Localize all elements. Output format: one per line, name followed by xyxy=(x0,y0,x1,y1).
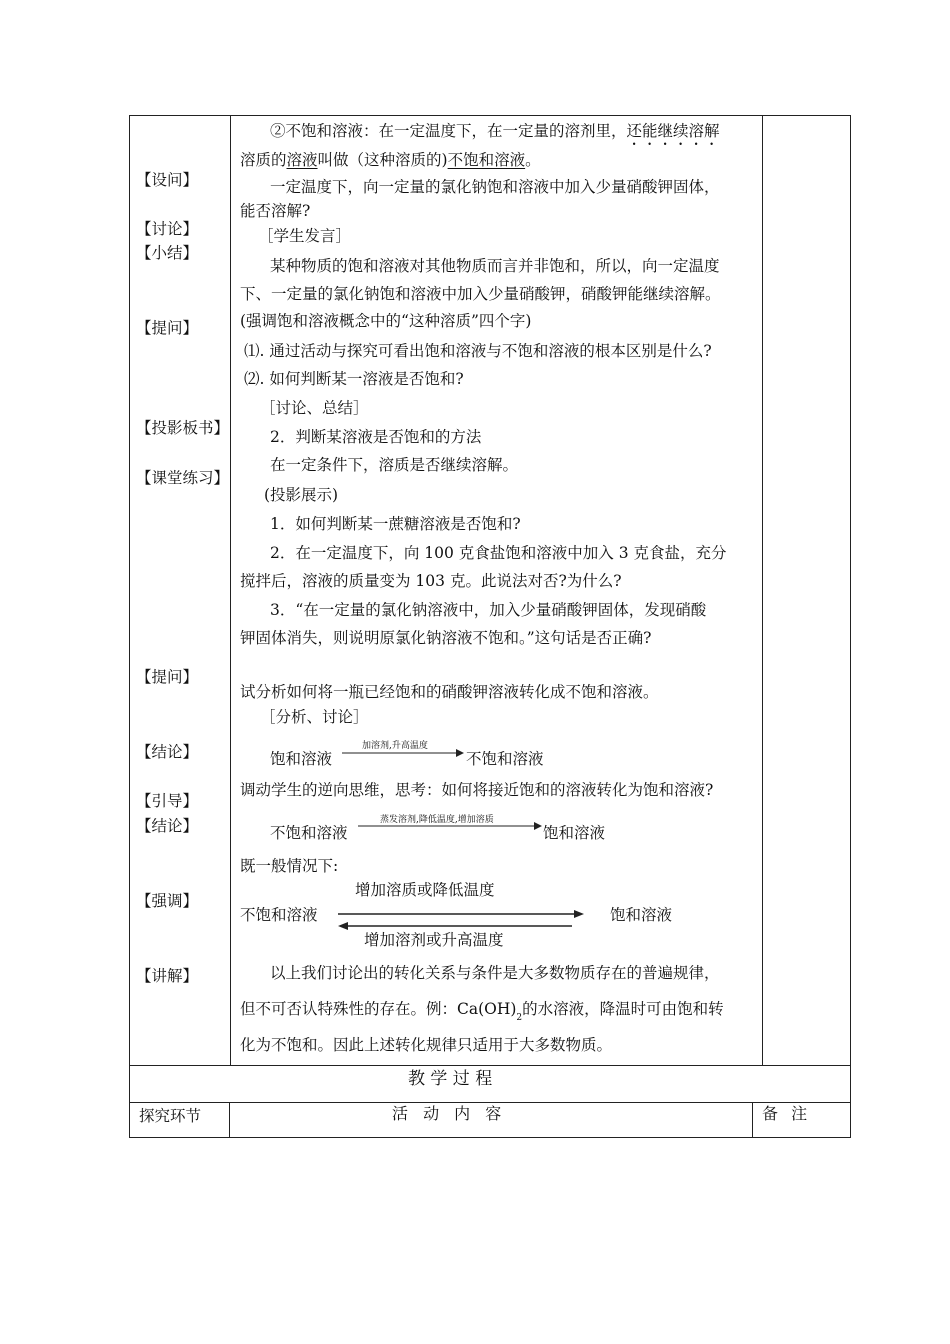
label-jielun-2: 【结论】 xyxy=(136,817,199,835)
definition-text-e: 叫做（这种溶质的) xyxy=(317,151,448,169)
explain-line-1: 以上我们讨论出的转化关系与条件是大多数物质存在的普遍规律， xyxy=(270,964,720,982)
exercise-3-line-2: 钾固体消失，则说明原氯化钠溶液不饱和。”这句话是否正确? xyxy=(240,629,652,647)
label-yindao: 【引导】 xyxy=(136,792,199,810)
ask-item-2: ⑵. 如何判断某一溶液是否饱和? xyxy=(244,370,464,388)
reversible-right: 饱和溶液 xyxy=(610,906,673,924)
conclusion-2-right: 饱和溶液 xyxy=(543,824,606,842)
guide-text: 调动学生的逆向思维，思考：如何将接近饱和的溶液转化为饱和溶液? xyxy=(240,781,714,799)
table-border-right xyxy=(850,115,851,1138)
label-tiwen-2: 【提问】 xyxy=(136,668,199,686)
conclusion-2-left: 不饱和溶液 xyxy=(270,824,348,842)
label-ketang-lianxi: 【课堂练习】 xyxy=(136,469,230,487)
definition-line-2 xyxy=(240,150,541,170)
exercise-3-line-1: 3．“在一定量的氯化钠溶液中，加入少量硝酸钾固体，发现硝酸 xyxy=(270,601,707,619)
exercise-2-line-2: 搅拌后，溶液的质量变为 103 克。此说法对否?为什么? xyxy=(240,572,622,590)
header-col-divider-2 xyxy=(752,1102,753,1138)
conclusion-1-left: 饱和溶液 xyxy=(270,750,333,768)
header-col-1: 探究环节 xyxy=(139,1107,202,1125)
label-shewen: 【设问】 xyxy=(136,171,199,189)
conclusion-1-arrow xyxy=(342,748,464,758)
exercise-1: 1．如何判断某一蔗糖溶液是否饱和? xyxy=(270,515,521,533)
student-speak: ［学生发言］ xyxy=(258,227,352,245)
definition-underline-solution: 溶液 xyxy=(286,151,318,169)
ask-item-1: ⑴. 通过活动与探究可看出饱和溶液与不饱和溶液的根本区别是什么? xyxy=(244,342,712,360)
projection-note: (投影展示) xyxy=(264,486,339,504)
row-divider-2 xyxy=(129,1102,851,1103)
label-jiangjie: 【讲解】 xyxy=(136,967,199,985)
summary-line-2: 下、一定量的氯化钠饱和溶液中加入少量硝酸钾，硝酸钾能继续溶解。 xyxy=(240,285,721,303)
reversible-bottom-label: 增加溶剂或升高温度 xyxy=(364,931,504,949)
label-jielun-1: 【结论】 xyxy=(136,743,199,761)
explain-line-3: 化为不饱和。因此上述转化规律只适用于大多数物质。 xyxy=(240,1036,613,1054)
label-qiangdiao: 【强调】 xyxy=(136,892,199,910)
general-case: 既一般情况下: xyxy=(240,857,339,875)
explain-line-2-b: 的水溶液，降温时可由饱和转 xyxy=(522,1000,724,1018)
conclusion-2-arrow xyxy=(358,821,542,831)
process-title: 教 学 过 程 xyxy=(408,1069,493,1089)
row-divider-1 xyxy=(129,1065,851,1066)
table-border-left xyxy=(129,115,130,1138)
discuss-summary: ［讨论、总结］ xyxy=(260,399,369,417)
label-xiaojie: 【小结】 xyxy=(136,244,199,262)
definition-underline-term: 不饱和溶液 xyxy=(447,151,526,169)
reversible-top-label: 增加溶质或降低温度 xyxy=(355,881,495,899)
definition-text-a: ②不饱和溶液：在一定温度下，在一定量的溶剂里， xyxy=(270,122,627,140)
conclusion-2-arrow-label: 蒸发溶剂,降低温度,增加溶质 xyxy=(380,815,494,825)
explain-line-2 xyxy=(240,999,724,1022)
method-body: 在一定条件下，溶质是否继续溶解。 xyxy=(270,456,519,474)
label-touying-banshu: 【投影板书】 xyxy=(136,419,230,437)
question-line-2: 能否溶解? xyxy=(240,202,311,220)
header-col-3: 备 注 xyxy=(762,1104,808,1123)
summary-line-1: 某种物质的饱和溶液对其他物质而言并非饱和，所以，向一定温度 xyxy=(270,257,720,275)
label-tiwen-1: 【提问】 xyxy=(136,319,199,337)
header-col-divider-1 xyxy=(229,1102,230,1138)
exercise-2-line-1: 2．在一定温度下，向 100 克食盐饱和溶液中加入 3 克食盐，充分 xyxy=(270,544,727,562)
analyze-discuss: ［分析、讨论］ xyxy=(260,708,369,726)
col-divider-1 xyxy=(230,115,231,1065)
explain-line-2-a: 但不可否认特殊性的存在。例：Ca(OH) xyxy=(240,1000,517,1018)
label-taolun: 【讨论】 xyxy=(136,220,199,238)
table-border-bottom xyxy=(129,1137,851,1138)
table-border-top xyxy=(129,115,851,116)
summary-line-3: (强调饱和溶液概念中的“这种溶质”四个字) xyxy=(240,312,532,330)
method-title: 2．判断某溶液是否饱和的方法 xyxy=(270,428,482,446)
col-divider-2 xyxy=(762,115,763,1065)
analyze-question: 试分析如何将一瓶已经饱和的硝酸钾溶液转化成不饱和溶液。 xyxy=(240,683,659,701)
reversible-forward-arrow xyxy=(338,909,584,919)
conclusion-1-right: 不饱和溶液 xyxy=(466,750,544,768)
question-line-1: 一定温度下，向一定量的氯化钠饱和溶液中加入少量硝酸钾固体， xyxy=(270,178,720,196)
header-col-2: 活 动 内 容 xyxy=(392,1104,502,1123)
definition-line-1 xyxy=(270,121,720,149)
definition-text-g: 。 xyxy=(525,151,541,169)
explain-subscript: 2 xyxy=(516,1013,523,1023)
definition-text-c: 溶质的 xyxy=(240,151,287,169)
conclusion-1-arrow-label: 加溶剂,升高温度 xyxy=(362,741,428,751)
definition-emphasis: 还能继续溶解 xyxy=(626,122,720,140)
reversible-left: 不饱和溶液 xyxy=(240,906,318,924)
